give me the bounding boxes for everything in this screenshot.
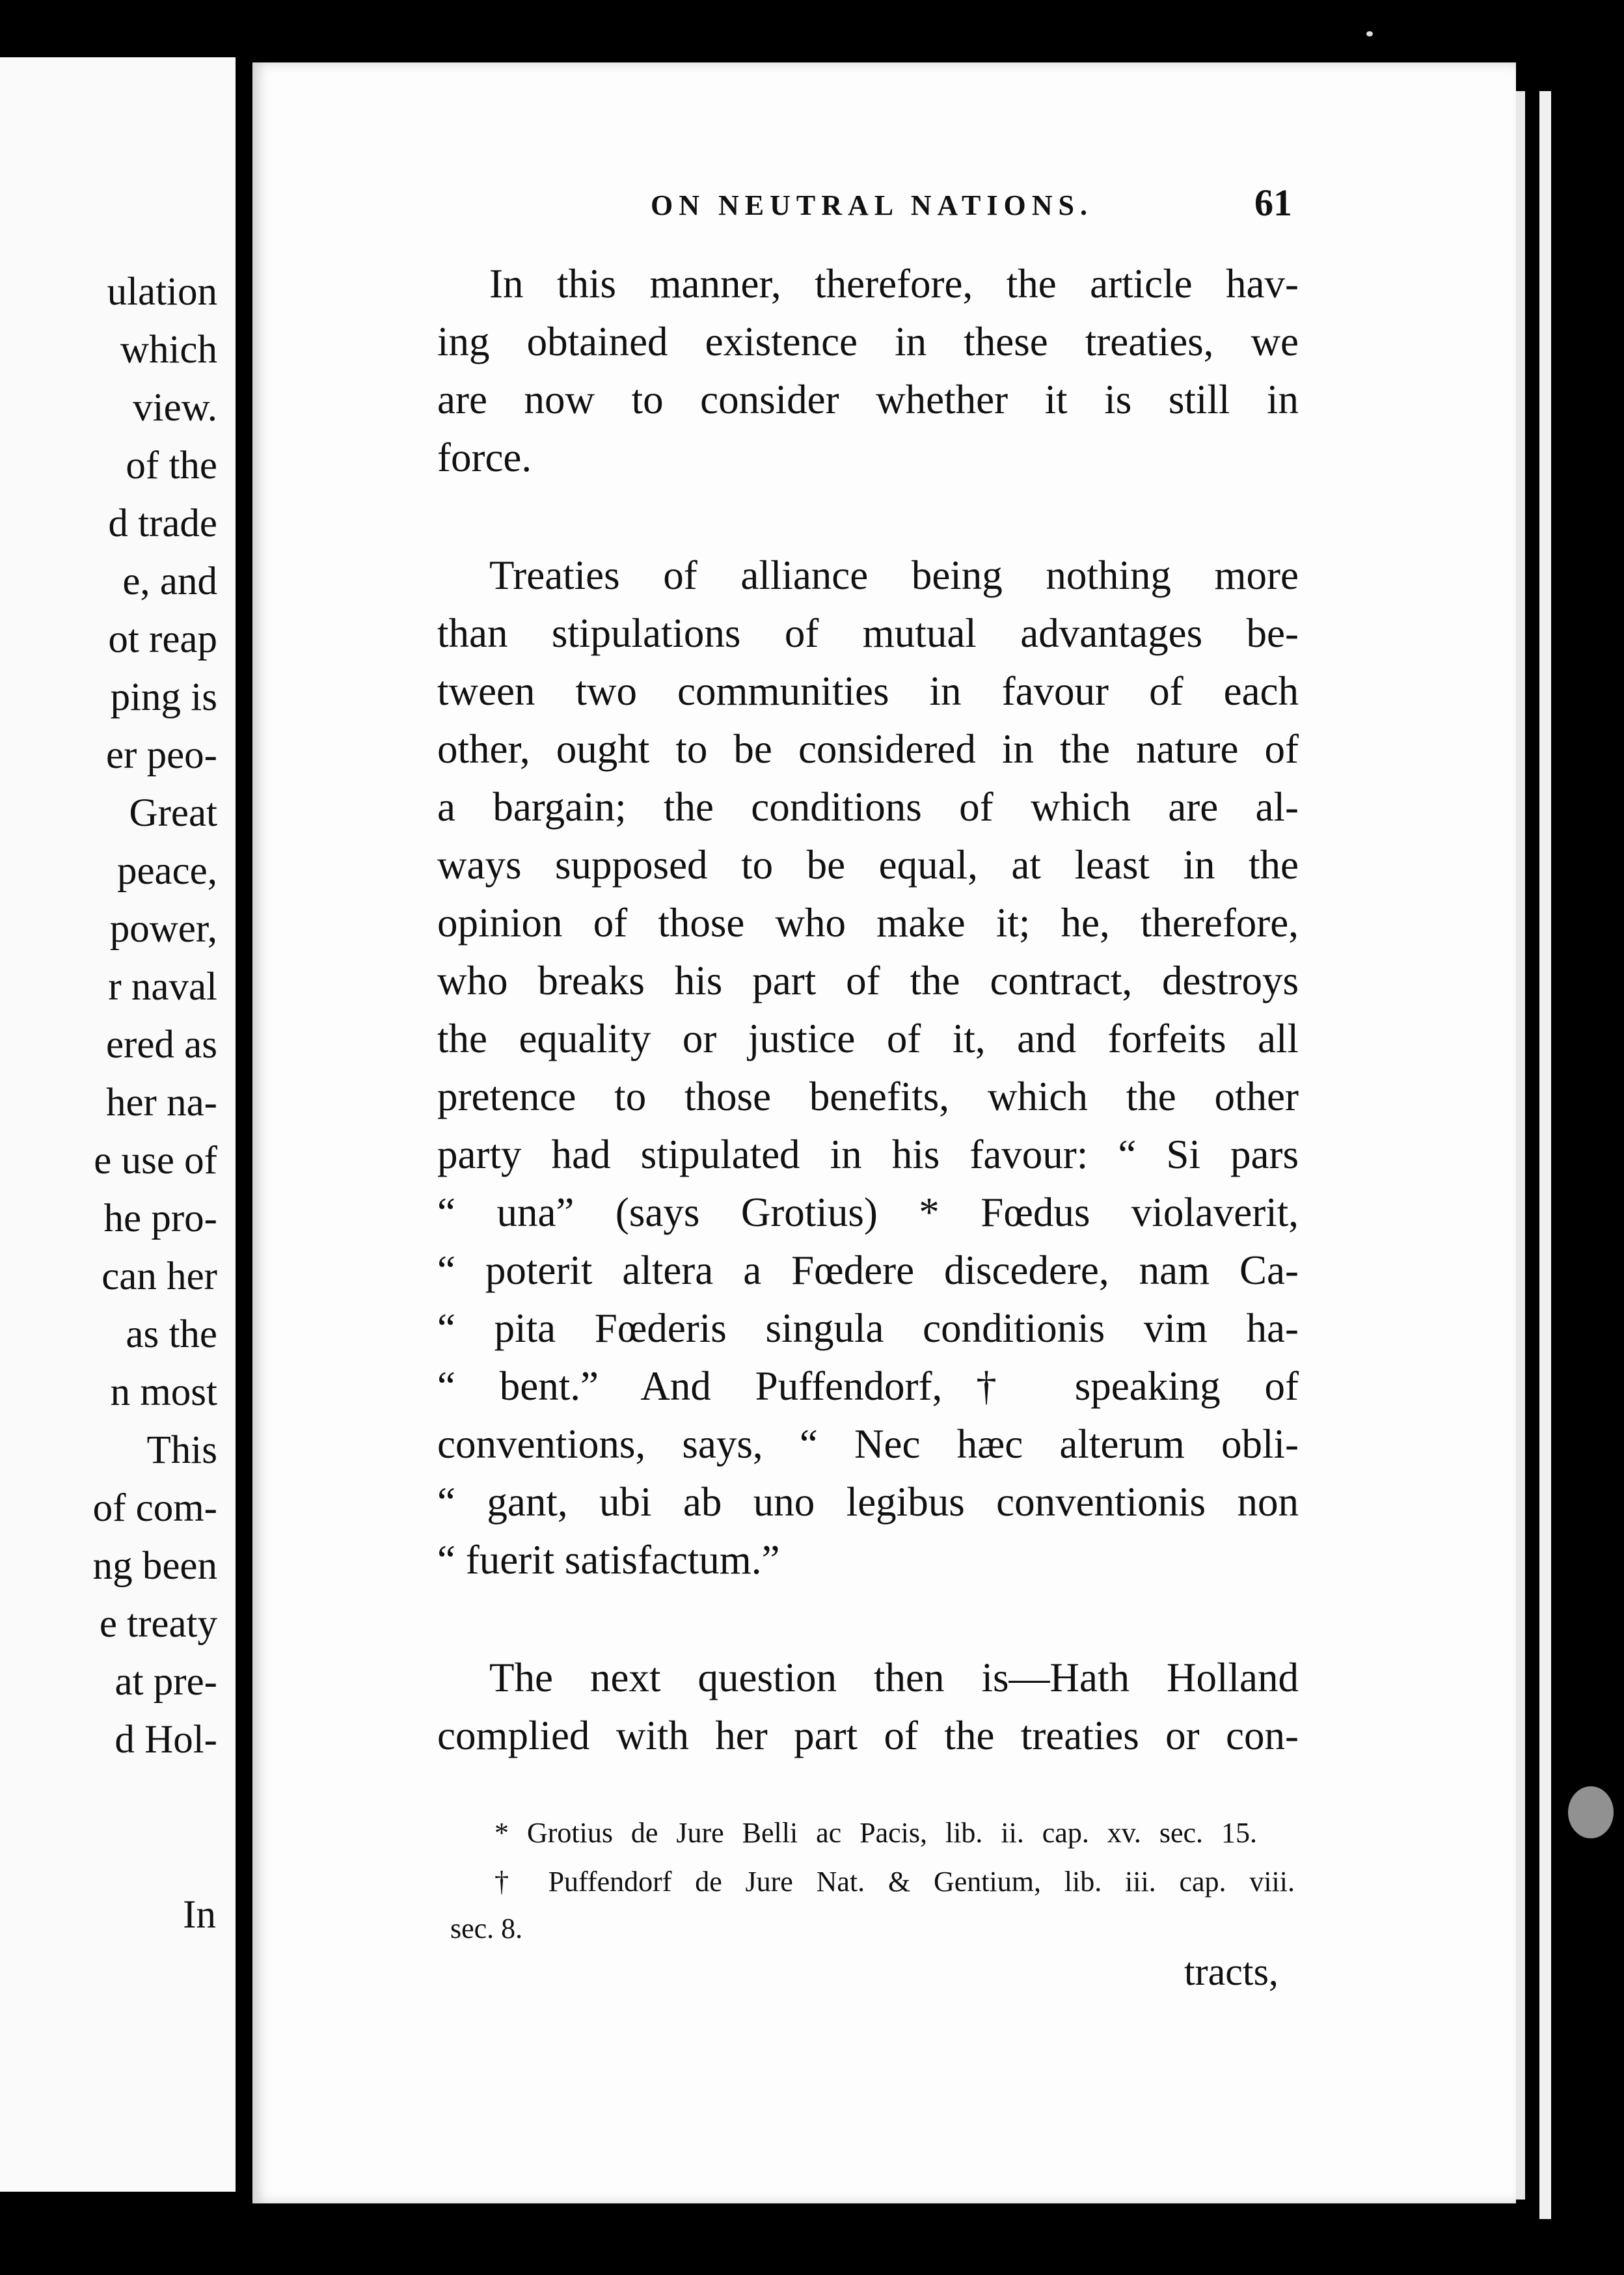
previous-page-line: ot reap: [108, 618, 217, 661]
catchword: tracts,: [1184, 1950, 1279, 1993]
previous-page-line: as the: [126, 1313, 217, 1356]
previous-page-line: her na-: [105, 1081, 217, 1124]
previous-page-line: peace,: [116, 849, 217, 893]
page-edge: [1539, 91, 1551, 2219]
previous-page-line: er peo-: [105, 733, 217, 777]
text-line: who breaks his part of the contract, destroys: [437, 958, 1299, 1003]
previous-page-line: of the: [126, 444, 217, 487]
text-line: Treaties of alliance being nothing more: [489, 552, 1299, 598]
text-line: opinion of those who make it; he, therefore,: [437, 900, 1299, 946]
previous-page-line: n most: [110, 1370, 217, 1414]
previous-page-line: view.: [133, 386, 217, 429]
text-line: are now to consider whether it is still in: [437, 377, 1299, 422]
previous-page-fragment: [0, 57, 236, 2192]
previous-page-line: at pre-: [115, 1660, 217, 1704]
previous-page-line: r naval: [108, 965, 217, 1009]
scan-smudge: [1568, 1786, 1614, 1838]
text-line: “ bent.” And Puffendorf,† speaking of: [437, 1363, 1299, 1409]
text-line: tween two communities in favour of each: [437, 668, 1299, 714]
text-line: “ una” (says Grotius) * Fœdus violaverit,: [437, 1190, 1299, 1235]
previous-page-line: This: [146, 1428, 217, 1472]
footnote-line: sec. 8.: [450, 1913, 523, 1944]
previous-page-line: ulation: [107, 270, 217, 314]
previous-page-line: d trade: [108, 502, 217, 545]
previous-page-line: e, and: [122, 560, 217, 603]
previous-page-catchword: In: [183, 1893, 216, 1937]
text-line: force.: [437, 435, 532, 480]
footnote-line: † Puffendorf de Jure Nat. & Gentium, lib. iii. cap. viii.: [494, 1866, 1295, 1898]
text-line: ing obtained existence in these treaties, we: [437, 319, 1299, 364]
previous-page-line: ng been: [92, 1544, 217, 1588]
text-line: The next question then is—Hath Holland: [489, 1655, 1299, 1700]
text-line: conventions, says, “ Nec hæc alterum obli-: [437, 1421, 1299, 1467]
text-line: complied with her part of the treaties or con-: [437, 1713, 1299, 1758]
text-line: In this manner, therefore, the article hav-: [489, 261, 1299, 307]
previous-page-line: power,: [109, 907, 217, 951]
text-line: “ gant, ubi ab uno legibus conventionis non: [437, 1479, 1299, 1525]
previous-page-line: Great: [129, 791, 217, 835]
previous-page-line: e use of: [94, 1139, 217, 1182]
text-line: “ poterit altera a Fœdere discedere, nam Ca-: [437, 1247, 1299, 1293]
text-line: pretence to those benefits, which the other: [437, 1074, 1299, 1119]
previous-page-line: ping is: [110, 675, 217, 719]
page-edge: [1516, 91, 1525, 2200]
footnote-line: * Grotius de Jure Belli ac Pacis, lib. ii. cap. xv. sec. 15.: [494, 1817, 1257, 1849]
text-line: “ fuerit satisfactum.”: [437, 1537, 780, 1583]
text-line: the equality or justice of it, and forfeits all: [437, 1016, 1299, 1061]
scan-speck: [1366, 31, 1373, 36]
previous-page-line: d Hol-: [115, 1718, 217, 1762]
book-gutter: [236, 26, 254, 2239]
text-line: than stipulations of mutual advantages be-: [437, 610, 1299, 656]
text-line: “ pita Fœderis singula conditionis vim ha-: [437, 1305, 1299, 1351]
previous-page-line: ered as: [105, 1023, 217, 1067]
page-edge-shadow: [1525, 91, 1539, 2200]
text-line: ways supposed to be equal, at least in the: [437, 842, 1299, 888]
previous-page-line: e treaty: [99, 1602, 217, 1646]
previous-page-line: of com-: [92, 1486, 217, 1530]
text-line: party had stipulated in his favour: “ Si pars: [437, 1132, 1299, 1177]
text-line: a bargain; the conditions of which are al-: [437, 784, 1299, 830]
previous-page-line: he pro-: [103, 1197, 217, 1240]
previous-page-line: can her: [102, 1255, 217, 1298]
text-line: other, ought to be considered in the nature of: [437, 726, 1299, 772]
previous-page-line: which: [120, 328, 217, 372]
page-number: 61: [1254, 182, 1292, 224]
page-edge-shadow: [1551, 85, 1571, 2226]
running-head: ON NEUTRAL NATIONS.: [651, 189, 1093, 221]
